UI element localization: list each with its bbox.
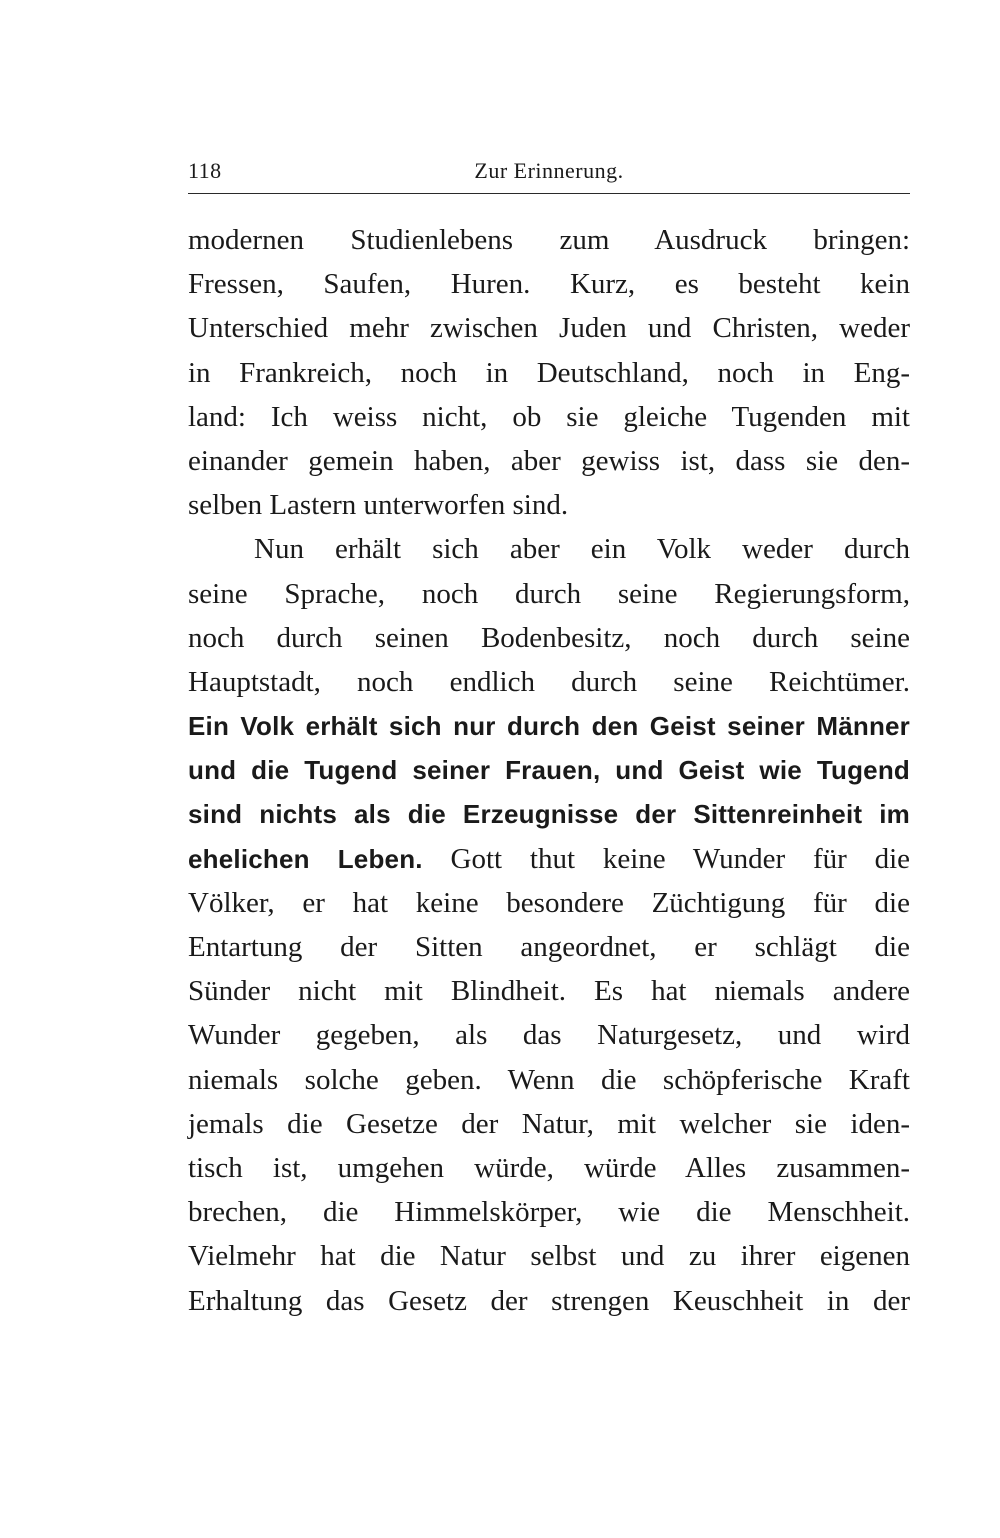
text-line: selben Lastern unterworfen sind. [188, 489, 569, 522]
body-text [188, 218, 910, 1323]
text-line: noch durch seinen Bodenbesitz, noch durch seine [188, 621, 910, 654]
text-line: Sünder nicht mit Blindheit. Es hat niemals andere [188, 975, 910, 1008]
paragraph-first-line: Nun erhält sich aber ein Volk weder durch [254, 533, 910, 566]
text-line: Hauptstadt, noch endlich durch seine Reichtümer. [188, 665, 910, 698]
mixed-line: ehelichen Leben. Gott thut keine Wunder für die [188, 842, 911, 875]
emphasized-line: Ein Volk erhält sich nur durch den Geist seiner Männer [188, 711, 910, 742]
text-line: land: Ich weiss nicht, ob sie gleiche Tugenden mit [188, 400, 910, 433]
text-line: jemals die Gesetze der Natur, mit welcher sie iden- [188, 1107, 910, 1140]
emphasized-line: sind nichts als die Erzeugnisse der Sittenreinheit im [188, 799, 910, 830]
text-line: Vielmehr hat die Natur selbst und zu ihrer eigenen [188, 1240, 910, 1273]
text-line: Fressen, Saufen, Huren. Kurz, es besteht kein [188, 268, 910, 301]
text-line: Entartung der Sitten angeordnet, er schlägt die [188, 931, 910, 963]
text-line: Wunder gegeben, als das Naturgesetz, und wird [188, 1019, 910, 1052]
text-line: in Frankreich, noch in Deutschland, noch in Eng- [188, 356, 910, 389]
page-number: 118 [188, 158, 222, 183]
emphasized-phrase: ehelichen Leben. [188, 843, 423, 874]
running-head [188, 158, 910, 188]
text-line: modernen Studienlebens zum Ausdruck bringen: [188, 224, 910, 256]
text-line: brechen, die Himmelskörper, wie die Menschheit. [188, 1196, 910, 1229]
text-line: Völker, er hat keine besondere Züchtigung für die [188, 886, 910, 919]
running-title: Zur Erinnerung. [474, 158, 624, 183]
text-line: tisch ist, umgehen würde, würde Alles zusammen- [188, 1151, 910, 1184]
text-line: Erhaltung das Gesetz der strengen Keuschheit in der [188, 1284, 910, 1317]
text-line: Unterschied mehr zwischen Juden und Christen, weder [188, 312, 910, 345]
emphasized-line: und die Tugend seiner Frauen, und Geist wie Tugend [188, 755, 910, 786]
text-line: niemals solche geben. Wenn die schöpferische Kraft [188, 1063, 910, 1096]
text-line: seine Sprache, noch durch seine Regierungsform, [188, 577, 910, 610]
text-line: einander gemein haben, aber gewiss ist, dass sie den- [188, 444, 910, 477]
header-rule [188, 193, 910, 194]
